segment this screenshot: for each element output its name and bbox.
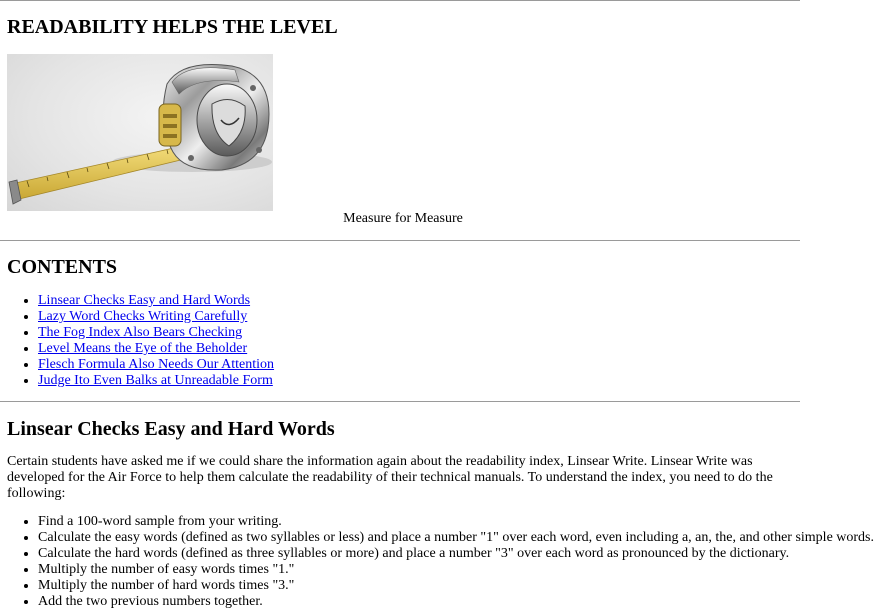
toc-item (38, 293, 274, 309)
toc-link-level-means[interactable]: Level Means the Eye of the Beholder (38, 341, 248, 356)
toc-link-linsear[interactable]: Linsear Checks Easy and Hard Words (38, 293, 251, 308)
page-title: READABILITY HELPS THE LEVEL (7, 16, 338, 38)
step-item: • Add the two previous numbers together. (38, 594, 800, 610)
step-item: • Calculate the easy words (defined as two syllables or less) and place a number "1" over each word, even including a, an, the, and other simple words. (38, 530, 800, 546)
toc-link-lazy-word[interactable]: Lazy Word Checks Writing Carefully (38, 309, 248, 324)
intro-paragraph: Certain students have asked me if we could share the information again about the readability index, Linsear Write. Linsear Write was developed for the Air Force to help them calculate the readability of their technical manuals. To understand the index, you need to do the following: (7, 454, 773, 501)
toc-item (38, 373, 274, 389)
tape-measure-image (7, 54, 273, 211)
step-item: • Multiply the number of hard words times "3." (38, 578, 800, 594)
section-heading-linsear: Linsear Checks Easy and Hard Words (7, 418, 335, 440)
step-item: • Multiply the number of easy words times "1." (38, 562, 800, 578)
toc-item (38, 341, 274, 357)
section-rule-2 (0, 401, 800, 402)
contents-heading: CONTENTS (7, 256, 118, 278)
step-item: • Find a 100-word sample from your writing. (38, 514, 800, 530)
toc-item (38, 309, 274, 325)
section-rule-1 (0, 240, 800, 241)
image-caption: Measure for Measure (343, 211, 463, 226)
tape-measure-illustration (7, 54, 273, 211)
toc-link-judge-ito[interactable]: Judge Ito Even Balks at Unreadable Form (38, 373, 273, 388)
top-rule (0, 0, 800, 1)
toc-link-flesch[interactable]: Flesch Formula Also Needs Our Attention (38, 357, 275, 372)
toc-item (38, 325, 274, 341)
table-of-contents (0, 293, 274, 389)
step-item: • Calculate the hard words (defined as three syllables or more) and place a number "3" over each word as pronounced by the dictionary. (38, 546, 800, 562)
steps-list (0, 514, 874, 610)
toc-link-fog-index[interactable]: The Fog Index Also Bears Checking (38, 325, 243, 340)
toc-item (38, 357, 274, 373)
